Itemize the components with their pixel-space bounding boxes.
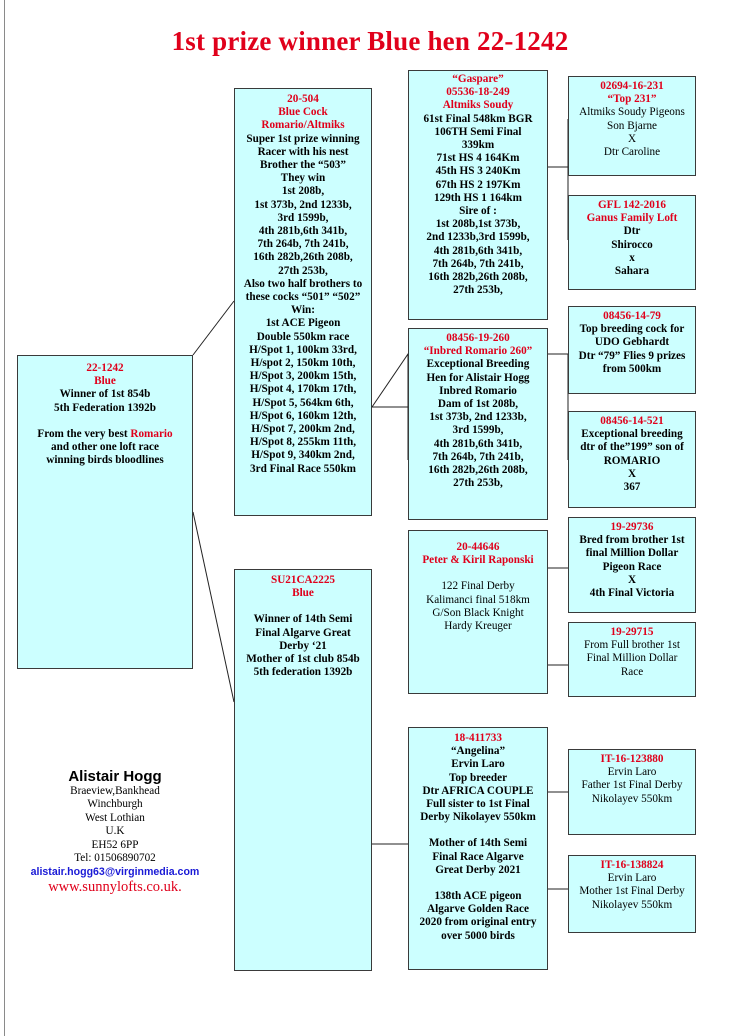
phone-line: Tel: 01506890702	[74, 852, 156, 865]
ss-line: 106TH Semi Final	[434, 125, 522, 138]
sdd-line: Exceptional breeding	[581, 428, 683, 441]
subject-box	[17, 355, 193, 669]
ss-line: 339km	[461, 139, 495, 152]
dd-line: Ervin Laro	[451, 758, 505, 771]
sire-line: 16th 282b,26th 208b,	[253, 251, 353, 264]
dam-ring: SU21CA2225	[270, 574, 336, 586]
connector-ss-sss	[548, 119, 568, 167]
ssd-ring: GFL 142-2016	[597, 199, 667, 211]
sire-dam-box	[408, 328, 548, 520]
sire-line: these cocks “501” “502”	[245, 291, 361, 304]
dss-box	[568, 517, 696, 613]
sire-line: H/Spot 4, 170km 17th,	[249, 383, 357, 396]
dss-line: Bred from brother 1st	[579, 534, 685, 547]
dam-line: Winner of 14th Semi	[253, 613, 353, 626]
sire-line: They win	[280, 172, 326, 185]
sire-line: 1st 208b,	[281, 185, 325, 198]
dam-line: Final Algarve Great	[255, 626, 351, 639]
subject-desc-pre: From the very best	[37, 427, 131, 440]
sss-line: Altmiks Soudy Pigeons	[579, 106, 685, 119]
sd-line: Hen for Alistair Hogg	[426, 371, 530, 384]
sds-box	[568, 306, 696, 394]
subject-desc-line-2: and other one loft race	[51, 441, 159, 454]
ss-line: 1st 208b,1st 373b,	[435, 218, 521, 231]
address-line: U.K	[105, 825, 125, 838]
ddd-box	[568, 855, 696, 933]
sire-line: H/Spot 3, 200km 15th,	[249, 370, 357, 383]
dam-line: Mother of 1st club 854b	[246, 653, 360, 666]
sire-line: 1st 373b, 2nd 1233b,	[254, 198, 352, 211]
dam-color: Blue	[292, 587, 314, 600]
sire-line: H/Spot 5, 564km 6th,	[252, 396, 354, 409]
subject-desc-line-3: winning birds bloodlines	[46, 454, 164, 467]
ss-loft: Altmiks Soudy	[442, 99, 514, 112]
ssd-line: x	[629, 251, 635, 264]
ss-line: 27th 253b,	[453, 284, 503, 297]
ss-line: 4th 281b,6th 341b,	[433, 244, 523, 257]
dd-line: Top breeder	[448, 771, 508, 784]
sire-line: Also two half brothers to	[243, 277, 363, 290]
ssd-line: Sahara	[614, 265, 650, 278]
sd-line: 16th 282b,26th 208b,	[428, 464, 528, 477]
sire-line: 3rd Final Race 550km	[250, 462, 356, 475]
sdd-box	[568, 411, 696, 508]
ss-line: 2nd 1233b,3rd 1599b,	[426, 231, 530, 244]
ssd-line: Dtr	[623, 225, 641, 238]
subject-desc-line	[20, 428, 190, 441]
sds-ring: 08456-14-79	[603, 310, 661, 322]
sd-line: 3rd 1599b,	[452, 424, 504, 437]
dsd-line: Final Million Dollar	[586, 652, 678, 665]
dam-sire-box	[408, 530, 548, 694]
ssd-box	[568, 195, 696, 290]
dd-line: Great Derby 2021	[435, 863, 521, 876]
connector-sd-sdd	[548, 354, 568, 460]
dds-line: Ervin Laro	[607, 766, 657, 779]
email-link[interactable]: alistair.hogg63@virginmedia.com	[30, 866, 200, 879]
ddd-ring: IT-16-138824	[600, 859, 664, 871]
address-line: Braeview,Bankhead	[70, 785, 160, 797]
address-line: EH52 6PP	[91, 838, 139, 851]
ss-line: 7th 264b, 7th 241b,	[432, 257, 524, 270]
sire-ring: 20-504	[287, 93, 319, 105]
dd-line: 2020 from original entry	[419, 916, 537, 929]
sd-line: Exceptional Breeding	[426, 358, 530, 371]
address-line: Winchburgh	[87, 798, 143, 811]
dss-line: final Million Dollar	[585, 547, 679, 560]
ss-name: “Gaspare”	[452, 73, 504, 85]
dss-line: Pigeon Race	[602, 560, 662, 573]
connector-ss-ssd	[548, 167, 568, 240]
ds-loft: Peter & Kiril Raponski	[422, 554, 534, 567]
sd-line: 27th 253b,	[453, 477, 503, 490]
address-line: West Lothian	[85, 811, 145, 824]
ds-line: 122 Final Derby	[441, 580, 515, 593]
ssd-loft: Ganus Family Loft	[586, 212, 678, 225]
dss-ring: 19-29736	[610, 521, 654, 533]
sds-line: Dtr “79” Flies 9 prizes	[578, 349, 686, 362]
dd-ring: 18-411733	[454, 732, 502, 744]
sire-line: Win:	[290, 304, 316, 317]
dd-line: Final Race Algarve	[432, 850, 524, 863]
dd-line: Derby Nikolayev 550km	[420, 811, 536, 824]
dss-line: X	[627, 573, 637, 586]
sd-line: Inbred Romario	[439, 384, 517, 397]
sire-box	[234, 88, 372, 516]
dds-line: Nikolayev 550km	[591, 792, 673, 805]
subject-desc-red: Romario	[130, 427, 173, 440]
sire-line: H/Spot 1, 100km 33rd,	[249, 343, 357, 356]
ssd-line: Shirocco	[611, 238, 653, 251]
sire-line: Brother the “503”	[260, 159, 346, 172]
sss-box	[568, 76, 696, 176]
dsd-box	[568, 622, 696, 697]
contact-block	[20, 768, 210, 896]
dss-line: 4th Final Victoria	[589, 587, 675, 600]
sss-ring: 02694-16-231	[600, 80, 664, 92]
page-title: 1st prize winner Blue hen 22-1242	[171, 26, 569, 56]
breeder-name: Alistair Hogg	[68, 768, 162, 785]
sds-line: Top breeding cock for	[579, 323, 685, 336]
connector-subject-dam	[193, 512, 234, 702]
ss-ring: 05536-18-249	[446, 86, 510, 99]
ss-line: Sire of :	[459, 205, 497, 218]
sire-line: H/Spot 7, 200km 2nd,	[251, 423, 355, 436]
dd-line: over 5000 birds	[441, 929, 515, 942]
sire-line: Super 1st prize winning	[246, 132, 360, 145]
dd-line: Full sister to 1st Final	[426, 798, 530, 811]
ddd-line: Nikolayev 550km	[591, 898, 673, 911]
sd-line: 1st 373b, 2nd 1233b,	[429, 411, 527, 424]
ds-line: Hardy Kreuger	[444, 620, 512, 633]
sd-name: “Inbred Romario 260”	[423, 345, 533, 358]
dd-line: 138th ACE pigeon	[434, 890, 522, 903]
sire-line: Double 550km race	[256, 330, 350, 343]
dds-box	[568, 749, 696, 835]
sss-name: “Top 231”	[607, 93, 657, 106]
sds-line: UDO Gebhardt	[594, 336, 670, 349]
sire-sire-box	[408, 70, 548, 320]
ds-line: Kalimanci final 518km	[426, 593, 530, 606]
sss-line: Dtr Caroline	[603, 146, 661, 159]
subject-color: Blue	[94, 375, 116, 388]
sd-ring: 08456-19-260	[446, 332, 510, 344]
ss-line: 71st HS 4 164Km	[436, 152, 520, 165]
dd-line: Dtr AFRICA COUPLE	[422, 784, 534, 797]
sd-line: 4th 281b,6th 341b,	[433, 437, 523, 450]
dd-line: Algarve Golden Race	[427, 903, 529, 916]
sss-line: X	[627, 132, 637, 145]
subject-line-2: 5th Federation 1392b	[54, 401, 156, 414]
sds-line: from 500km	[602, 362, 662, 375]
dam-box	[234, 569, 372, 971]
sdd-line: ROMARIO	[603, 454, 661, 467]
dsd-ring: 19-29715	[610, 626, 654, 638]
sd-line: Dam of 1st 208b,	[437, 398, 519, 411]
sdd-line: dtr of the”199” son of	[580, 441, 684, 454]
connector-subject-parents	[193, 301, 234, 355]
ss-line: 67th HS 2 197Km	[435, 178, 521, 191]
ss-line: 129th HS 1 164km	[434, 191, 522, 204]
ss-line: 45th HS 3 240Km	[435, 165, 521, 178]
ds-line: G/Son Black Knight	[432, 606, 524, 619]
sire-line: H/Spot 9, 340km 2nd,	[251, 449, 355, 462]
sire-line: H/Spot 8, 255km 11th,	[250, 436, 356, 449]
sire-line: 3rd 1599b,	[277, 211, 329, 224]
sire-line: Racer with his nest	[257, 145, 349, 158]
ddd-line: Ervin Laro	[607, 872, 657, 885]
sss-line: Son Bjarne	[606, 119, 658, 132]
sdd-line: 367	[623, 481, 641, 494]
dam-line: 5th federation 1392b	[253, 666, 353, 679]
dsd-line: From Full brother 1st	[583, 639, 681, 652]
sd-line: 7th 264b, 7th 241b,	[432, 450, 524, 463]
subject-line-1: Winner of 1st 854b	[59, 388, 151, 401]
subject-ring: 22-1242	[86, 362, 124, 374]
sire-strain: Romario/Altmiks	[261, 119, 345, 132]
sdd-line: X	[627, 467, 637, 480]
dds-line: Father 1st Final Derby	[581, 779, 683, 792]
sire-line: 27th 253b,	[278, 264, 328, 277]
ss-line: 61st Final 548km BGR	[423, 112, 533, 125]
sire-line: 1st ACE Pigeon	[265, 317, 341, 330]
dds-ring: IT-16-123880	[600, 753, 664, 765]
ds-ring: 20-44646	[456, 541, 500, 553]
ddd-line: Mother 1st Final Derby	[579, 885, 685, 898]
sire-color: Blue Cock	[278, 106, 328, 119]
dam-dam-box	[408, 727, 548, 970]
sire-line: H/spot 2, 150km 10th,	[250, 357, 356, 370]
website-link[interactable]: www.sunnylofts.co.uk.	[48, 879, 182, 896]
sire-line: 4th 281b,6th 341b,	[258, 225, 348, 238]
sire-line: 7th 264b, 7th 241b,	[257, 238, 349, 251]
dsd-line: Race	[620, 665, 644, 678]
dam-line: Derby ‘21	[279, 639, 327, 652]
sire-line: H/Spot 6, 160km 12th,	[249, 409, 357, 422]
dd-line: “Angelina”	[450, 745, 506, 758]
ss-line: 16th 282b,26th 208b,	[428, 271, 528, 284]
sdd-ring: 08456-14-521	[600, 415, 664, 427]
dd-line: Mother of 14th Semi	[428, 837, 528, 850]
